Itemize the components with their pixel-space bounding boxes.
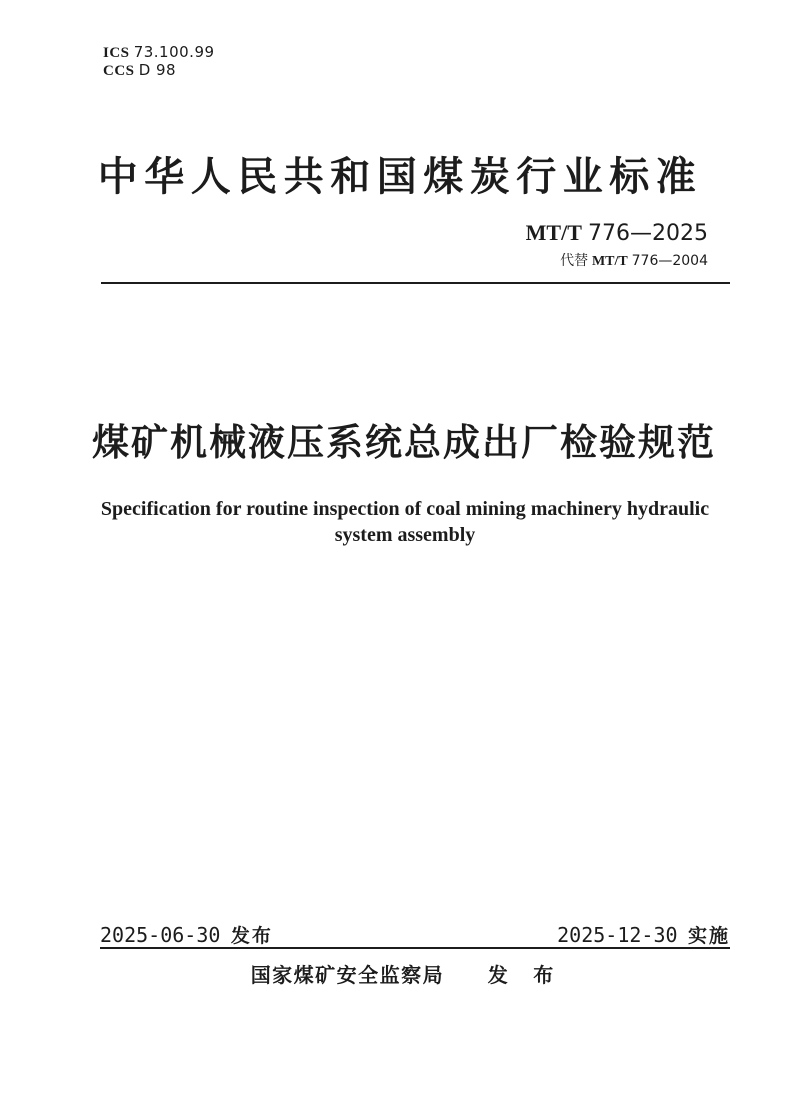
footer-date-row (100, 918, 730, 949)
replaces-number: 776—2004 (631, 253, 708, 269)
standard-number-prefix: MT/T (525, 220, 582, 245)
ccs-code (103, 62, 215, 80)
replaces-prefix: MT/T (591, 254, 628, 269)
ics-label: ICS (103, 45, 130, 61)
publish-label: 发 布 (487, 965, 564, 987)
standard-number-block (100, 222, 708, 269)
standard-title-zh: 煤矿机械液压系统总成出厂检验规范 (92, 422, 716, 463)
publisher-name: 国家煤矿安全监察局 (250, 965, 445, 987)
standard-body-title: 中华人民共和国煤炭行业标准 (97, 155, 703, 199)
ccs-value: D 98 (138, 61, 177, 79)
ics-value: 73.100.99 (133, 43, 215, 61)
standard-title-en-line1: Specification for routine inspection of coal mining machinery hydraulic (100, 498, 710, 520)
implement-date-cell (557, 925, 730, 946)
ics-code (103, 44, 215, 62)
issue-date: 2025-06-30 (100, 923, 221, 947)
classification-codes (103, 44, 215, 80)
publisher-line (92, 965, 722, 987)
standard-title-en-line2: system assembly (334, 524, 476, 546)
replaced-standard (100, 253, 708, 269)
replaces-label: 代替 (560, 252, 589, 268)
header-divider-rule (101, 282, 730, 284)
standard-title-en (90, 496, 720, 548)
standard-number (100, 222, 708, 245)
ccs-label: CCS (103, 63, 135, 79)
implement-label: 实施 (687, 926, 730, 947)
standard-number-value: 776—2025 (588, 221, 708, 246)
issue-label: 发布 (230, 926, 273, 947)
issue-date-cell (100, 925, 273, 946)
implement-date: 2025-12-30 (557, 923, 678, 947)
